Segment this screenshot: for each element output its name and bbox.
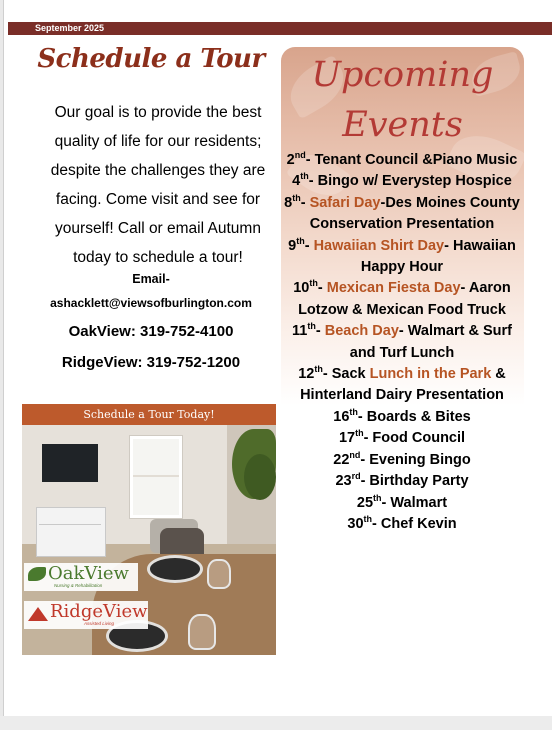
- event-item: [284, 514, 520, 535]
- event-day: 9: [288, 237, 297, 254]
- email-label: Email-: [132, 272, 170, 286]
- oakview-logo-subtitle: Nursing & Rehabilitation: [54, 583, 103, 588]
- email-address[interactable]: ashacklett@viewsofburlington.com: [50, 296, 252, 310]
- event-text: - Sack: [322, 366, 370, 383]
- newsletter-date: September 2025: [35, 23, 105, 33]
- event-text: - Walmart: [381, 494, 448, 511]
- event-item: [284, 193, 520, 236]
- event-item: [284, 428, 520, 449]
- event-text: & Hinterland Dairy Presentation: [300, 366, 506, 404]
- events-list: [284, 150, 520, 535]
- event-day-suffix: th: [363, 514, 373, 525]
- photo-television: [42, 444, 98, 482]
- event-text: -: [315, 323, 325, 340]
- event-day-suffix: th: [300, 171, 309, 182]
- tour-description: Our goal is to provide the best quality of life for our residents; despite the challenges they are facing. Come visit and see for yourself! Call or email Autumn today to schedule a tour!: [50, 104, 266, 266]
- event-text: -: [317, 280, 327, 297]
- event-text: - Birthday Party: [360, 473, 469, 490]
- page-bottom-margin: [0, 716, 552, 730]
- photo-glass: [188, 614, 216, 650]
- mountain-icon: [28, 607, 48, 621]
- photo-plant-leaves: [244, 454, 276, 500]
- event-text: -: [304, 237, 314, 254]
- event-day: 17: [338, 430, 356, 447]
- photo-cabinet: [36, 507, 106, 557]
- event-theme-highlight: Hawaiian Shirt Day: [313, 237, 445, 254]
- event-day: 16: [333, 408, 350, 425]
- event-text: - Food Council: [363, 430, 466, 447]
- ridgeview-phone: RidgeView: 319-752-1200: [61, 354, 241, 371]
- header-bar: [8, 22, 552, 35]
- events-title-line-1: Upcoming: [311, 55, 494, 95]
- event-day: 22: [333, 451, 350, 468]
- event-theme-highlight: Lunch in the Park: [369, 366, 492, 383]
- page-left-edge: [0, 0, 4, 730]
- event-item: [284, 450, 520, 471]
- oakview-logo: [24, 563, 138, 591]
- schedule-tour-banner: Schedule a Tour Today!: [22, 404, 276, 425]
- event-day-suffix: th: [296, 235, 305, 246]
- event-text: -Des Moines County Conservation Presentation: [309, 194, 520, 233]
- event-day-suffix: nd: [349, 449, 361, 460]
- event-text: - Walmart & Surf and Turf Lunch: [349, 323, 512, 361]
- event-day-suffix: nd: [294, 150, 306, 161]
- event-item: [284, 278, 520, 321]
- event-item: [284, 236, 520, 279]
- event-day: 12: [298, 366, 315, 383]
- tour-photo: [22, 404, 276, 655]
- event-day: 10: [293, 280, 310, 297]
- event-item: [284, 321, 520, 364]
- event-day: 23: [335, 473, 352, 490]
- event-text: -: [300, 194, 310, 211]
- event-theme-highlight: Mexican Fiesta Day: [326, 280, 461, 297]
- event-day-suffix: rd: [351, 471, 361, 482]
- event-day-suffix: th: [373, 492, 382, 503]
- event-theme-highlight: Safari Day: [309, 194, 381, 211]
- event-text: - Boards & Bites: [357, 408, 471, 425]
- photo-plate: [147, 555, 203, 583]
- event-day-suffix: th: [314, 364, 323, 375]
- oak-leaf-icon: [28, 567, 46, 581]
- photo-glass: [207, 559, 231, 589]
- event-text: - Chef Kevin: [372, 515, 457, 532]
- event-day-suffix: th: [355, 428, 364, 439]
- event-text: - Tenant Council &Piano Music: [305, 152, 518, 168]
- event-item: [284, 364, 520, 407]
- event-text: - Aaron Lotzow & Mexican Food Truck: [298, 280, 511, 318]
- event-day: 30: [347, 515, 364, 532]
- schedule-tour-heading: Schedule a Tour: [37, 44, 265, 74]
- event-day: 8: [284, 194, 293, 211]
- event-day-suffix: th: [292, 192, 301, 203]
- event-item: [284, 150, 520, 171]
- event-theme-highlight: Beach Day: [324, 323, 399, 340]
- ridgeview-logo-subtitle: Assisted Living: [84, 621, 115, 626]
- event-day: 2: [286, 152, 295, 168]
- event-day-suffix: th: [349, 407, 358, 418]
- event-day: 25: [356, 494, 374, 511]
- ridgeview-logo-text: RidgeView: [50, 601, 148, 622]
- event-day-suffix: th: [307, 321, 316, 332]
- event-item: [284, 471, 520, 492]
- ridgeview-logo: [24, 601, 148, 629]
- event-text: - Hawaiian Happy Hour: [360, 237, 516, 276]
- event-item: [284, 171, 520, 192]
- event-item: [284, 493, 520, 514]
- event-item: [284, 407, 520, 428]
- event-text: - Bingo w/ Everystep Hospice: [308, 173, 512, 190]
- photo-window: [130, 436, 182, 518]
- events-title-line-2: Events: [342, 105, 463, 145]
- oakview-logo-text: OakView: [48, 563, 129, 584]
- event-day: 4: [292, 173, 301, 190]
- event-text: - Evening Bingo: [360, 451, 471, 468]
- oakview-phone: OakView: 319-752-4100: [68, 323, 234, 340]
- event-day-suffix: th: [309, 278, 318, 289]
- event-day: 11: [292, 323, 308, 340]
